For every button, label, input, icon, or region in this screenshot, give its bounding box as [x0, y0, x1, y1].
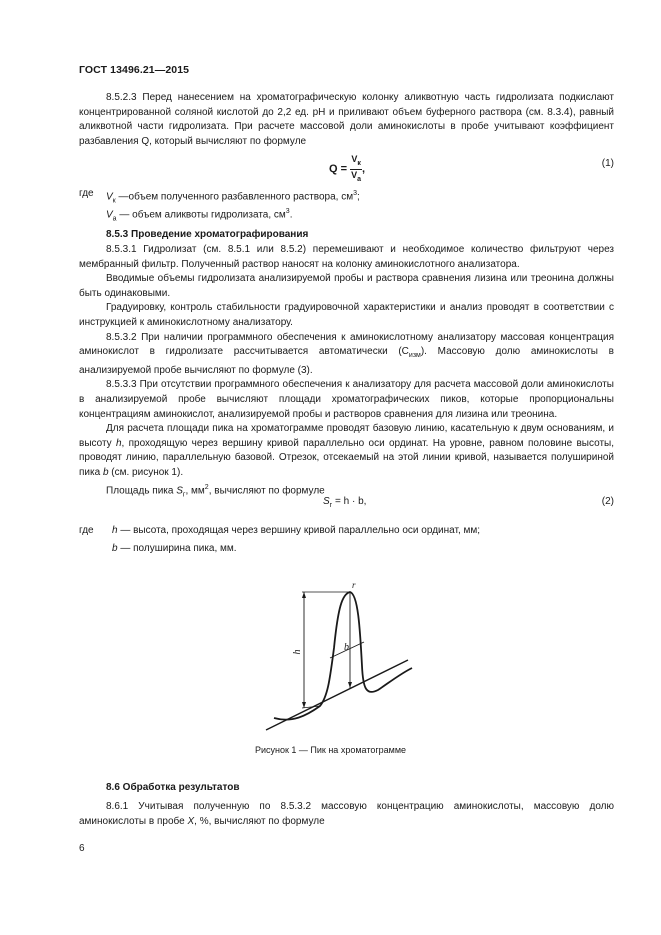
- height-arrow-bottom: [302, 702, 306, 708]
- paragraph-8-5-3-1: 8.5.3.1 Гидролизат (см. 8.5.1 или 8.5.2) перемешивают и необходимое количество фильтруют через мембранный фильтр. Полученный раствор наносят на колонку аминокислотного анализатора.: [79, 244, 614, 270]
- paragraph-text: 8.5.2.3 Перед нанесением на хроматографическую колонку аликвотную часть гидролизата подкислают концентрированной соляной кислотой до 2,2 ед. рН и приливают объем буферного раствора (см. 8.3.4), равный аликвотной части гидролизата. При расчете массовой доли аминокислоты в пробе учитывают коэффициент разбавления Q, который вычисляют по формуле: [79, 92, 614, 147]
- where-label: где: [79, 188, 94, 199]
- paragraph-8-5-2-3: [79, 91, 614, 149]
- peak-curve: [274, 592, 412, 720]
- definition-h: h — высота, проходящая через вершину кривой параллельно оси ординат, мм;: [112, 525, 481, 536]
- where-label: где: [79, 525, 94, 536]
- label-r: r: [352, 580, 356, 590]
- formula-1-expression: [329, 154, 365, 185]
- page-number: 6: [79, 843, 85, 854]
- figure-1-caption: Рисунок 1 — Пик на хроматограмме: [254, 745, 407, 755]
- heading-8-5-3: 8.5.3 Проведение хроматографирования: [106, 229, 309, 240]
- paragraph-8-6-1: 8.6.1 Учитывая полученную по 8.5.3.2 массовую концентрацию аминокислоты, массовую долю аминокислоты в пробе X, %, вычисляют по формуле: [79, 801, 614, 827]
- paragraph-calibration: Градуировку, контроль стабильности градуировочной характеристики и анализ проводят в соответствии с инструкцией к аминокислотному анализатору.: [79, 302, 614, 328]
- formula-1-lhs: Q: [329, 163, 338, 176]
- document-header: ГОСТ 13496.21—2015: [79, 64, 190, 76]
- apex-arrow: [348, 682, 352, 688]
- paragraph-peak-area: Для расчета площади пика на хроматограмме проводят базовую линию, касательную к двум основаниям, и высоту h, проходящую через вершину кривой параллельно оси ординат. На уровне, равном половине высоты, проводят линию, параллельную базовой. Отрезок, отсекаемый на этой линии кривой, называется полушириной пика b (см. рисунок 1).: [79, 423, 614, 478]
- height-arrow-top: [302, 592, 306, 598]
- formula-1-comma: ,: [362, 163, 366, 176]
- definition-va: $V_а$ — объем аликвоты гидролизата, $см^3$.: [106, 208, 293, 223]
- definition-b: b — полуширина пика, мм.: [112, 543, 237, 554]
- paragraph-area-formula-intro: Площадь пика $S_г$, $мм^2$, вычисляют по формуле: [106, 483, 325, 498]
- formula-1-eq: =: [340, 163, 348, 176]
- heading-8-6: 8.6 Обработка результатов: [106, 782, 240, 793]
- formula-1: [79, 152, 614, 183]
- formula-1-denominator: $V_а$: [351, 169, 362, 183]
- formula-2-expression: $S_г = h \cdot b$,: [323, 496, 367, 509]
- label-h: h: [292, 649, 303, 655]
- paragraph-8-5-3-2: 8.5.3.2 При наличии программного обеспечения к аминокислотному анализатору массовая концентрация аминокислот в гидролизате рассчитывается автоматически $(С_{изм})$. Массовую долю аминокислоты в анализируемой пробе вычисляют по формуле (3).: [79, 331, 614, 376]
- section-8-5-3-body: [79, 243, 614, 502]
- formula-2-number: (2): [601, 496, 614, 507]
- definition-vk: $V_к$ —объем полученного разбавленного раствора, $см^3$;: [106, 190, 360, 205]
- figure-1-chromatogram-peak: [262, 578, 422, 743]
- paragraph-8-5-3-3: 8.5.3.3 При отсутствии программного обеспечения к анализатору для расчета массовой доли аминокислоты в анализируемой пробе вычисляют площади хроматографических пиков, которые пропорциональны концентрациям аминокислот, анализируемой пробы и растворов сравнения для лизина или треонина.: [79, 379, 614, 420]
- formula-2: [79, 496, 614, 524]
- formula-1-number: (1): [601, 158, 614, 169]
- paragraph-volumes: Вводимые объемы гидролизата анализируемой пробы и раствора сравнения лизина или треонина должны быть одинаковыми.: [79, 273, 614, 299]
- label-b: b: [344, 642, 349, 653]
- peak-diagram: [262, 578, 422, 738]
- formula-1-numerator: $V_к$: [350, 154, 362, 170]
- formula-1-fraction: [350, 154, 362, 185]
